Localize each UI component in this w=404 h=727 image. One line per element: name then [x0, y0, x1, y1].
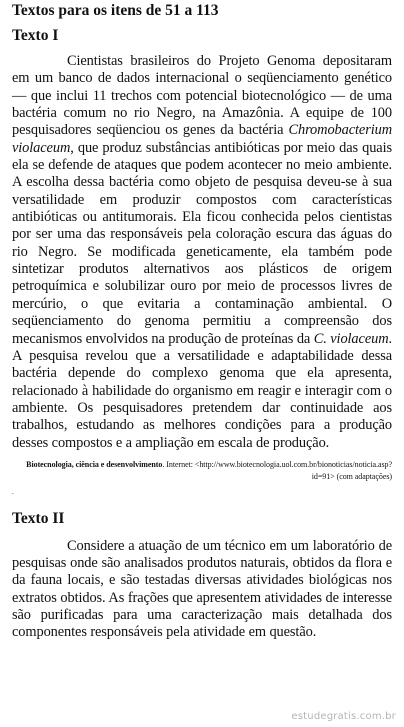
texto-1-text-part-3: . A pesquisa revelou que a versatilidade e adaptabilidade dessa bactéria depende do complexo genoma que ela apresenta, relacionado à habilidade do organismo em reagir e interagir com o ambiente. Os pesquisadores pretendem dar continuidade aos trabalhos, estudando as melhores condições para a produção desses compostos e a ampliação em escala de produção.: [12, 330, 392, 451]
species-name-italic: Chromobacterium violaceum: [12, 122, 392, 156]
site-watermark: estudegratis.com.br: [291, 711, 396, 722]
citation-title: Biotecnologia, ciência e desenvolvimento: [26, 459, 163, 469]
texto-1-text-part-2: , que produz substâncias antibióticas por meio das quais ela se defende de ataques que podem acontecer no meio ambiente. A escolha dessa bactéria como objeto de pesquisa deveu-se à sua versatilidade em produzir compostos com características antibióticas ou antitumorais. Ela ficou conhecida pelos cientistas por ser uma das responsáveis pela coloração escura das águas do rio Negro. Se modificada geneticamente, ela também pode sintetizar produtos alternativos aos plásticos de origem petroquímica e solubilizar ouro por meio de processos livres de mercúrio, o que evitaria a contaminação ambiental. O seqüenciamento do genoma permitiu a compreensão dos mecanismos envolvidos na produção de proteínas da: [12, 139, 392, 347]
texto-1-citation: [12, 459, 392, 483]
section-heading: Textos para os itens de 51 a 113: [12, 2, 219, 19]
texto-1-text-part-1: Cientistas brasileiros do Projeto Genoma depositaram em um banco de dados internacional o seqüenciamento genético — que inclui 11 trechos com potencial biotecnológico — de uma bactéria comum no rio Negro, na Amazônia. A equipe de 100 pesquisadores seqüenciou os genes da bactéria: [12, 53, 392, 139]
citation-source: . Internet: <http://www.biotecnologia.uol.com.br/bionoticias/noticia.asp?id=91> (com adaptações): [162, 459, 392, 481]
species-abbrev-italic: C. violaceum: [313, 330, 389, 347]
separator-mark: .: [12, 487, 14, 496]
texto-2-paragraph: Considere a atuação de um técnico em um laboratório de pesquisas onde são analisados produtos naturais, obtidos da flora e da fauna locais, e são testadas diversas atividades biológicas nos extratos obtidos. As frações que apresentem atividades de interesse são purificadas para uma caracterização mais detalhada dos componentes responsáveis pela atividade em questão.: [12, 537, 392, 640]
texto-1-heading: Texto I: [12, 27, 59, 44]
texto-1-paragraph: [12, 53, 392, 452]
texto-2-heading: Texto II: [12, 509, 65, 527]
